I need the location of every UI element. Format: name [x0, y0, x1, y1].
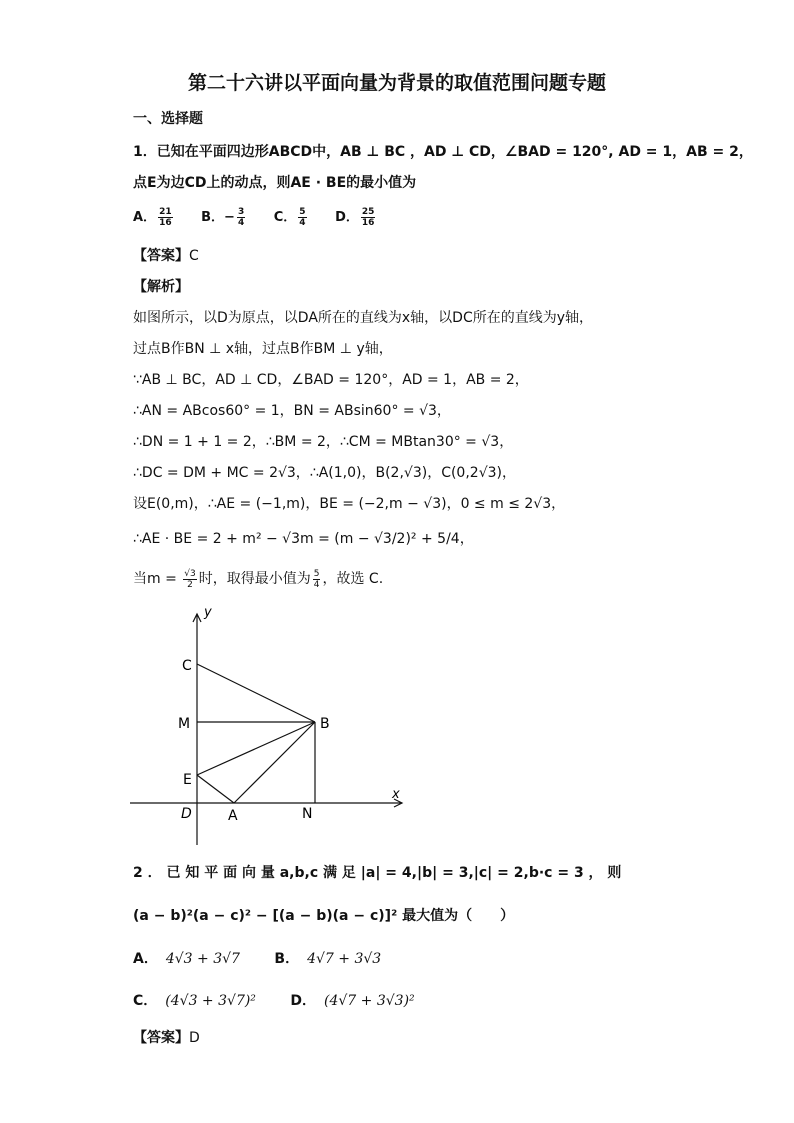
analysis-line: ∴AN = ABcos60° = 1，BN = ABsin60° = √3， [133, 403, 451, 419]
q1-option-a: A． $\frac{21}{16}$ [133, 207, 172, 228]
segment-ab [234, 722, 315, 803]
q1-coordinate-figure [120, 600, 420, 850]
page-title: 第二十六讲以平面向量为背景的取值范围问题专题 [187, 72, 606, 94]
segment-cb [197, 664, 315, 722]
analysis-line: 设E(0,m)，∴AE = (−1,m)，BE = (−2,m − √3)，0 ≤ m ≤ 2√3， [133, 496, 566, 512]
section-heading: 一、选择题 [133, 111, 203, 127]
q1-stem-line2: 点E为边CD上的动点，则AE · BE的最小值为 [133, 175, 417, 191]
y-axis-label: y [204, 605, 212, 620]
q2-options-row1: A． 4√3 + 3√7 B． 4√7 + 3√3 [133, 951, 382, 967]
point-label-n: N [302, 806, 313, 822]
q1-answer: 【答案】C [133, 248, 199, 264]
q1-conclusion: 当m = $\frac{√3}{2}$ 时，取得最小值为 $\frac{5}{4}$ ，故选 C. [133, 568, 384, 590]
segment-eb [197, 722, 315, 775]
q1-options [133, 206, 377, 228]
q1-option-b: B．− $\frac{3}{4}$ [201, 207, 245, 228]
q1-stem-line1: 1．已知在平面四边形ABCD中，AB ⊥ BC ，AD ⊥ CD，∠BAD = 120°, AD = 1，AB = 2， [133, 144, 753, 160]
point-label-m: M [178, 716, 191, 732]
q2-option-c: (4√3 + 3√7)² [165, 993, 256, 1009]
analysis-line: 如图所示，以D为原点，以DA所在的直线为x轴，以DC所在的直线为y轴， [133, 310, 594, 326]
q2-stem-line2: (a − b)²(a − c)² − [(a − b)(a − c)]² 最大值为（ ） [133, 908, 515, 924]
point-label-c: C [182, 658, 192, 674]
q2-option-d: (4√7 + 3√3)² [324, 993, 415, 1009]
q2-options-row2: C． (4√3 + 3√7)² D． (4√7 + 3√3)² [133, 993, 415, 1009]
q1-option-c: C． $\frac{5}{4}$ [273, 207, 306, 228]
analysis-line: ∵AB ⊥ BC，AD ⊥ CD，∠BAD = 120°，AD = 1，AB = 2， [133, 372, 529, 388]
segment-ea [197, 775, 234, 803]
x-axis-label: x [392, 787, 400, 802]
analysis-line: ∴AE · BE = 2 + m² − √3m = (m − √3/2)² + 5/4， [133, 531, 474, 547]
q1-option-d: D． $\frac{25}{16}$ [335, 207, 375, 228]
q2-answer: 【答案】D [133, 1030, 200, 1046]
analysis-line: ∴DC = DM + MC = 2√3，∴A(1,0)，B(2,√3)，C(0,2√3)， [133, 465, 516, 481]
point-label-a: A [228, 808, 238, 824]
q2-option-a: 4√3 + 3√7 [165, 951, 240, 967]
point-label-e: E [183, 772, 192, 788]
analysis-line: ∴DN = 1 + 1 = 2，∴BM = 2，∴CM = MBtan30° = √3， [133, 434, 514, 450]
analysis-line: 过点B作BN ⊥ x轴，过点B作BM ⊥ y轴， [133, 341, 393, 357]
point-label-d: D [181, 806, 192, 822]
q1-analysis-label: 【解析】 [133, 279, 189, 295]
point-label-b: B [320, 716, 330, 732]
q2-option-b: 4√7 + 3√3 [307, 951, 382, 967]
q2-stem-line1: 2 ． 已 知 平 面 向 量 a,b,c 满 足 |a| = 4,|b| = 3,|c| = 2,b·c = 3 ， 则 [133, 865, 622, 881]
